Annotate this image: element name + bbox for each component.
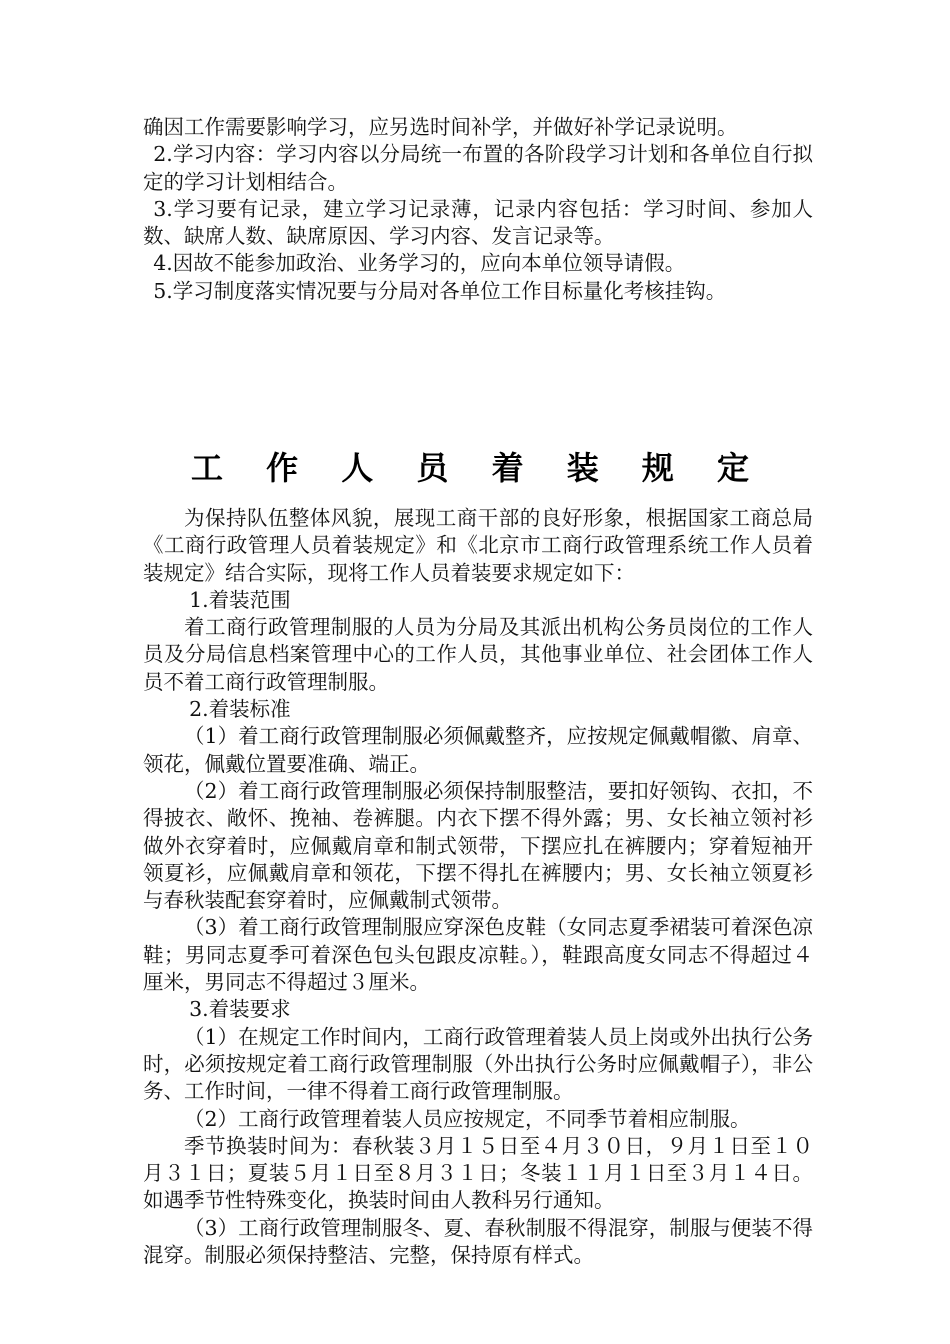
paragraph: 季节换装时间为：春秋装３月１５日至４月３０日，９月１日至１０月３１日；夏装５月１日至８月３１日；冬装１１月１日至３月１４日。如遇季节性特殊变化，换装时间由人教科另行通知。 [143,1133,813,1213]
paragraph: 2.学习内容：学习内容以分局统一布置的各阶段学习计划和各单位自行拟定的学习计划相结合。 [143,142,813,194]
section-heading: 1.着装范围 [189,587,291,612]
paragraph: （3）着工商行政管理制服应穿深色皮鞋（女同志夏季裙装可着深色凉鞋；男同志夏季可着深色包头包跟皮凉鞋。），鞋跟高度女同志不得超过４厘米，男同志不得超过３厘米。 [143,915,813,995]
paragraph: （3）工商行政管理制服冬、夏、春秋制服不得混穿，制服与便装不得混穿。制服必须保持整洁、完整，保持原有样式。 [143,1215,813,1268]
paragraph: 4.因故不能参加政治、业务学习的，应向本单位领导请假。 [153,251,686,276]
paragraph: 5.学习制度落实情况要与分局对各单位工作目标量化考核挂钩。 [153,278,727,303]
paragraph: 确因工作需要影响学习，应另选时间补学，并做好补学记录说明。 [143,115,738,139]
section-heading: 3.着装要求 [189,997,291,1022]
paragraph: 3.学习要有记录，建立学习记录薄，记录内容包括：学习时间、参加人数、缺席人数、缺席原因、学习内容、发言记录等。 [143,196,813,249]
paragraph: （1）着工商行政管理制服必须佩戴整齐，应按规定佩戴帽徽、肩章、领花，佩戴位置要准确、端正。 [143,724,813,776]
paragraph: 为保持队伍整体风貌，展现工商干部的良好形象，根据国家工商总局《工商行政管理人员着装规定》和《北京市工商行政管理系统工作人员着装规定》结合实际，现将工作人员着装要求规定如下： [143,506,813,585]
section-heading: 2.着装标准 [189,697,291,722]
paragraph: （1）在规定工作时间内，工商行政管理着装人员上岗或外出执行公务时，必须按规定着工商行政管理制服（外出执行公务时应佩戴帽子），非公务、工作时间，一律不得着工商行政管理制服。 [143,1024,813,1104]
paragraph: （2）着工商行政管理制服必须保持制服整洁，要扣好领钩、衣扣，不得披衣、敞怀、挽袖、卷裤腿。内衣下摆不得外露；男、女长袖立领衬衫做外衣穿着时，应佩戴肩章和制式领带，下摆应扎在裤腰内；穿着短袖开领夏衫，应佩戴肩章和领花，下摆不得扎在裤腰内；男、女长袖立领夏衫与春秋装配套穿着时，应佩戴制式领带。 [143,778,813,913]
paragraph: 着工商行政管理制服的人员为分局及其派出机构公务员岗位的工作人员及分局信息档案管理中心的工作人员，其他事业单位、社会团体工作人员不着工商行政管理制服。 [143,615,813,694]
study-rules-section [143,114,813,305]
dress-code-section [143,505,813,1269]
page-title: 工 作 人 员 着 装 规 定 [191,449,765,487]
paragraph: （2）工商行政管理着装人员应按规定，不同季节着相应制服。 [184,1106,751,1131]
